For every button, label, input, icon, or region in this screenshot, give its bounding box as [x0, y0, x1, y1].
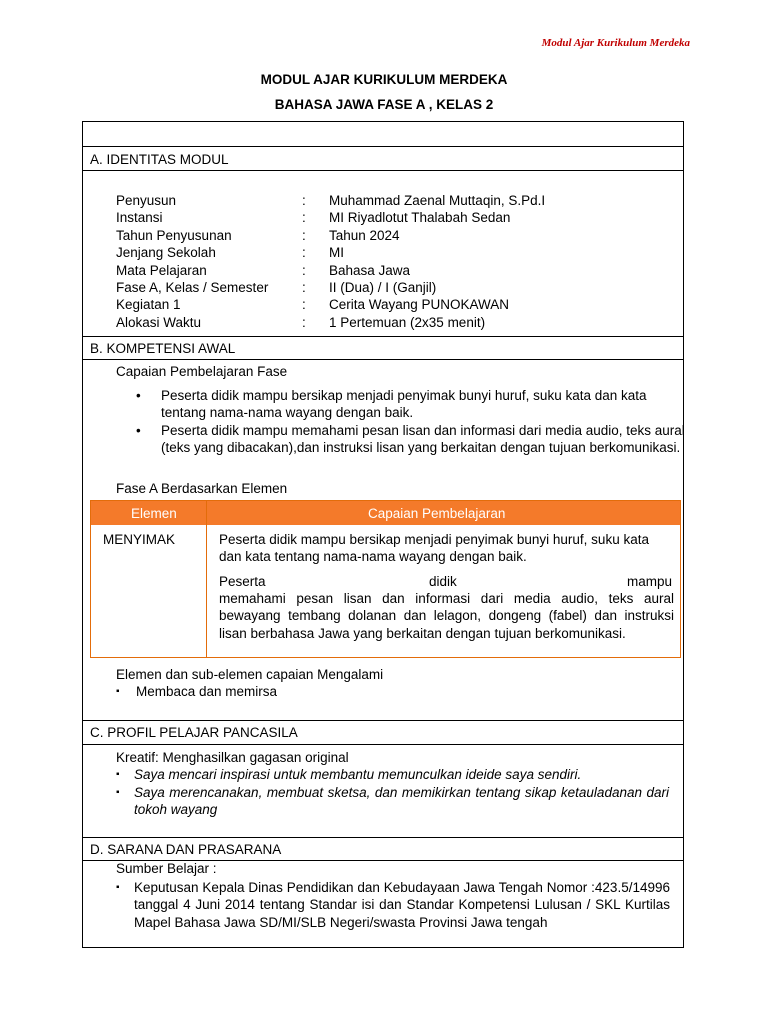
- section-a-heading: A. IDENTITAS MODUL: [90, 152, 229, 167]
- identity-label: Fase A, Kelas / Semester: [116, 280, 269, 295]
- section-c-heading: C. PROFIL PELAJAR PANCASILA: [90, 725, 298, 740]
- row-divider: [83, 744, 683, 745]
- identity-label: Kegiatan 1: [116, 297, 181, 313]
- capaian-fase-label: Capaian Pembelajaran Fase: [116, 364, 288, 379]
- capaian-text-1: Peserta didik mampu bersikap menjadi penyimak bunyi huruf, suku kata dan kata tentang nama-nama wayang dengan baik.: [219, 532, 649, 565]
- bullet-icon: •: [136, 423, 141, 438]
- row-divider: [83, 359, 683, 360]
- identity-colon: :: [302, 227, 306, 243]
- row-divider: [83, 720, 683, 721]
- document-title: MODUL AJAR KURIKULUM MERDEKA: [260, 72, 508, 87]
- identity-colon: :: [302, 297, 306, 313]
- column-header-elemen: Elemen: [131, 506, 177, 521]
- row-divider: [83, 336, 683, 337]
- word: mampu: [626, 574, 672, 589]
- list-item: [116, 766, 676, 784]
- list-item: [136, 422, 686, 476]
- square-bullet-icon: ▪: [116, 882, 120, 893]
- capaian-text-2-first-line: [219, 573, 674, 590]
- list-item-text: Membaca dan memirsa: [136, 684, 278, 699]
- identity-colon: :: [302, 262, 306, 278]
- identity-label: Instansi: [116, 210, 163, 226]
- fase-label: Fase A Berdasarkan Elemen: [116, 481, 288, 496]
- header-note: Modul Ajar Kurikulum Merdeka: [541, 37, 690, 49]
- identity-label: Jenjang Sekolah: [116, 245, 216, 261]
- list-item: [136, 387, 676, 423]
- column-header-capaian: Capaian Pembelajaran: [368, 506, 506, 521]
- capaian-table: [90, 500, 681, 658]
- word: didik: [429, 574, 457, 589]
- identity-colon: :: [302, 245, 306, 261]
- kreatif-label: Kreatif: Menghasilkan gagasan original: [116, 750, 349, 765]
- capaian-text-2: memahami pesan lisan dan informasi dari media audio, teks aural bewayang tembang dolanan dan lelagon, dongeng (fabel) dan instruksi lisan berbahasa Jawa yang berkaitan dengan tujuan berkomunikasi.: [219, 591, 674, 641]
- list-item-text: Saya mencari inspirasi untuk membantu memunculkan ideide saya sendiri.: [134, 767, 582, 782]
- identity-value: MI: [329, 245, 344, 261]
- section-d-heading: D. SARANA DAN PRASARANA: [90, 842, 282, 857]
- sub-element-label: Elemen dan sub-elemen capaian Mengalami: [116, 667, 384, 682]
- row-divider: [83, 170, 683, 171]
- section-b-heading: B. KOMPETENSI AWAL: [90, 341, 236, 356]
- word: Peserta: [219, 574, 266, 589]
- identity-label: Mata Pelajaran: [116, 262, 207, 278]
- identity-colon: :: [302, 210, 306, 226]
- bullet-icon: •: [136, 388, 141, 403]
- list-item: [116, 683, 516, 701]
- identity-label: Penyusun: [116, 193, 177, 208]
- document-subtitle: BAHASA JAWA FASE A , KELAS 2: [274, 97, 494, 112]
- identity-colon: :: [302, 193, 306, 208]
- identity-colon: :: [302, 280, 306, 295]
- square-bullet-icon: ▪: [116, 686, 120, 697]
- element-name: MENYIMAK: [103, 532, 176, 547]
- list-item-text: Peserta didik mampu memahami pesan lisan dan informasi dari media audio, teks aural (teks yang dibacakan),dan instruksi lisan yang berkaitan dengan tujuan berkomunikasi.: [161, 423, 685, 456]
- column-divider: [206, 501, 207, 657]
- row-divider: [83, 837, 683, 838]
- identity-value: 1 Pertemuan (2x35 menit): [329, 314, 486, 330]
- identity-label: Alokasi Waktu: [116, 314, 202, 330]
- list-item-text: Keputusan Kepala Dinas Pendidikan dan Kebudayaan Jawa Tengah Nomor :423.5/14996 tanggal 4 Juni 2014 tentang Standar isi dan Standar Kompetensi Lulusan / SKL Kurtilas Mapel Bahasa Jawa SD/MI/SLB Negeri/swasta Provinsi Jawa tengah: [134, 880, 670, 930]
- list-item: [116, 879, 670, 949]
- identity-value: II (Dua) / I (Ganjil): [329, 280, 437, 295]
- list-item: [116, 784, 669, 820]
- sumber-belajar-label: Sumber Belajar :: [116, 861, 217, 876]
- square-bullet-icon: ▪: [116, 787, 120, 798]
- identity-colon: :: [302, 314, 306, 330]
- table-header: [91, 501, 680, 525]
- identity-value: Tahun 2024: [329, 227, 400, 243]
- module-table: [82, 121, 684, 948]
- row-divider: [83, 146, 683, 147]
- identity-value: Muhammad Zaenal Muttaqin, S.Pd.I: [329, 193, 546, 208]
- identity-value: MI Riyadlotut Thalabah Sedan: [329, 210, 511, 226]
- identity-value: Bahasa Jawa: [329, 262, 411, 278]
- identity-label: Tahun Penyusunan: [116, 227, 232, 243]
- square-bullet-icon: ▪: [116, 769, 120, 780]
- identity-value: Cerita Wayang PUNOKAWAN: [329, 297, 510, 313]
- list-item-text: Saya merencanakan, membuat sketsa, dan memikirkan tentang sikap ketauladanan dari tokoh wayang: [134, 785, 669, 818]
- list-item-text: Peserta didik mampu bersikap menjadi penyimak bunyi huruf, suku kata dan kata tentang nama-nama wayang dengan baik.: [161, 388, 647, 421]
